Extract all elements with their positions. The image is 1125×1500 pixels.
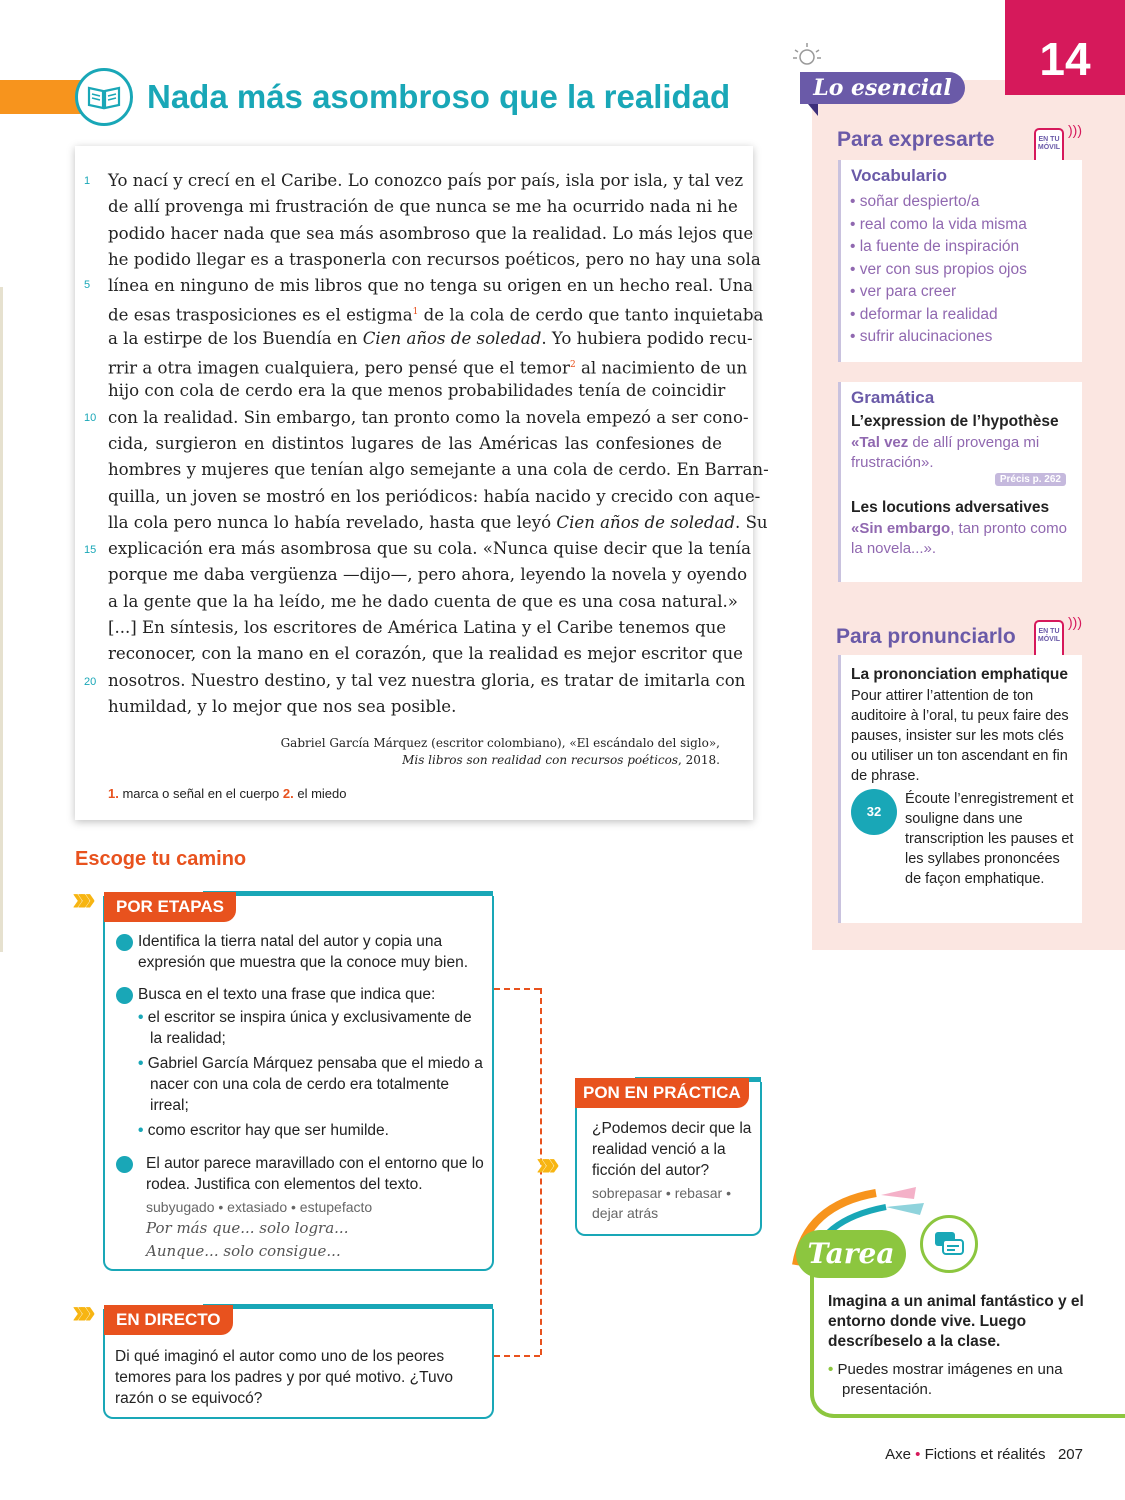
- connector-line: [494, 988, 540, 990]
- line-number: 20: [84, 676, 97, 688]
- en-directo-text: Di qué imaginó el autor como uno de los peores temores para los padres y por qué motivo. ¿Tuvo razón o se equivocó?: [115, 1348, 453, 1407]
- text-line: reconocer, con la mano en el corazón, que la realidad es mejor escritor que: [108, 644, 743, 664]
- sound-waves-icon: ))): [1068, 614, 1082, 630]
- vocab-item: • deformar la realidad: [850, 305, 998, 323]
- pronunciation-text: Pour attirer l’attention de ton auditoire à l’oral, tu peux faire des pauses, insister sur les mots clés ou utiliser un ton ascendant en fin de phrase.: [851, 688, 1069, 784]
- pronunciation-task: 32 Écoute l’enregistrement et souligne dans une transcription les pauses et les syllabes prononcées de façon emphatique.: [841, 786, 1082, 889]
- por-etapas-label: POR ETAPAS: [104, 892, 236, 922]
- grammar-subtitle: Les locutions adversatives: [851, 499, 1050, 516]
- text-line: línea en ninguno de mis libros que no tenga su origen en un hecho real. Una: [108, 276, 754, 296]
- text-line: porque me daba vergüenza —dijo—, pero ahora, leyendo la novela y oyendo: [108, 565, 748, 585]
- text-line: podido hacer nada que sea más asombroso que la realidad. Lo más lejos que: [108, 223, 754, 243]
- escoge-title: Escoge tu camino: [75, 848, 247, 870]
- text-line: cida, surgieron en distintos lugares de las Américas las confesiones de: [108, 433, 722, 453]
- page-edge: [0, 287, 3, 952]
- grammar-example: «Tal vez de allí provenga mi frustración».: [851, 434, 1040, 471]
- grammar-title: Gramática: [851, 388, 935, 407]
- tarea-label: Tarea: [796, 1230, 906, 1278]
- task-1: 1 Identifica la tierra natal del autor y copia una expresión que muestra que la conoce muy bien.: [110, 933, 469, 971]
- text-line: de esas trasposiciones es el estigma$^1$ de la cola de cerdo que tanto inquietaba: [108, 306, 764, 326]
- chevron-right-icon: »»: [536, 1145, 546, 1183]
- footnote-ref: 2: [569, 360, 576, 371]
- chevron-right-icon: »»: [72, 1293, 82, 1331]
- sound-waves-icon: ))): [1068, 122, 1082, 138]
- en-directo-label: EN DIRECTO: [104, 1305, 233, 1335]
- page-number: 207: [1057, 1446, 1083, 1463]
- task-3-vocab: subyugado • extasiado • estupefacto: [146, 1199, 373, 1215]
- chapter-number: 14: [1005, 0, 1125, 95]
- vocab-item: • ver con sus propios ojos: [850, 260, 1027, 278]
- line-number: 5: [84, 279, 91, 291]
- page-footer: Axe • Fictions et réalités 207: [885, 1446, 1083, 1463]
- text-line: con la realidad. Sin embargo, tan pronto como la novela empezó a ser cono-: [108, 407, 749, 427]
- text-line: a la gente que la ha leído, me he dado cuenta de que es una cosa natural.»: [108, 591, 738, 611]
- text-line: a la estirpe de los Buendía en Cien años de soledad. Yo hubiera podido recu-: [108, 328, 753, 348]
- vocab-item: • sufrir alucinaciones: [850, 328, 993, 345]
- tarea-text: Imagina a un animal fantástico y el entorno donde vive. Luego descríbeselo a la clase.: [828, 1293, 1084, 1350]
- task-number: 1: [116, 934, 133, 951]
- text-line: he podido llegar es a trasponerla con recursos poéticos, pero no hay una sola: [108, 249, 761, 269]
- text-line: nosotros. Nuestro destino, y tal vez nuestra gloria, es tratar de imitarla con: [108, 670, 746, 690]
- pronunciation-card: [838, 655, 1082, 923]
- text-line: hombres y mujeres que tenían algo semejante a una cola de cerdo. En Barran-: [108, 460, 769, 480]
- vocab-item: • real como la vida misma: [850, 215, 1027, 233]
- chat-bubbles-icon: [920, 1215, 978, 1273]
- task-3-hint: Aunque... solo consigue...: [146, 1242, 341, 1260]
- text-line: quilla, un joven se mostró en los periódicos: había nacido y crecido con aque-: [108, 486, 761, 506]
- footnotes: 1. marca o señal en el cuerpo 2. el miedo: [108, 786, 347, 801]
- practica-label: PON EN PRÁCTICA: [575, 1078, 749, 1108]
- esencial-label: Lo esencial: [800, 72, 965, 104]
- text-line: Yo nací y crecí en el Caribe. Lo conozco país por país, isla por isla, y tal vez: [108, 171, 744, 190]
- pronunciarlo-title: Para pronunciarlo: [836, 625, 1016, 648]
- vocab-item: • soñar despierto/a: [850, 193, 980, 210]
- ribbon-fold: [808, 104, 818, 116]
- practica-text: ¿Podemos decir que la realidad venció a la ficción del autor?: [592, 1120, 752, 1179]
- vocab-item: • la fuente de inspiración: [850, 238, 1020, 255]
- grammar-subtitle: L’expression de l’hypothèse: [851, 413, 1059, 430]
- connector-line: [494, 1355, 540, 1357]
- vocab-item: • ver para creer: [850, 283, 957, 300]
- task-2: 2 Busca en el texto una frase que indica que: • el escritor se inspira única y exclusivamente de la realidad; • Gabriel García Márquez pensaba que el miedo a nacer con una cola de cerdo era totalmente irreal; • como escritor hay que ser humilde.: [110, 986, 483, 1139]
- text-line: de allí provenga mi frustración de que nunca se me ha ocurrido nada ni he: [108, 197, 738, 217]
- vocabulary-card: [838, 160, 1082, 362]
- text-line: lla cola pero nunca lo había revelado, hasta que leyó Cien años de soledad. Su: [108, 512, 768, 532]
- footnote-ref: 1: [412, 307, 419, 318]
- reading-text: [108, 168, 769, 720]
- task-3: 3 El autor parece maravillado con el entorno que lo rodea. Justifica con elementos del texto. subyugado • extasiado • estupefacto Por más que... solo logra... Aunque... solo consigue...: [116, 1153, 486, 1263]
- page-title: Nada más asombroso que la realidad: [147, 78, 731, 115]
- practica-vocab: sobrepasar • rebasar • dejar atrás: [592, 1185, 731, 1221]
- text-line: explicación era más asombrosa que su cola. «Nunca quise decir que la tenía: [108, 539, 752, 559]
- expresarte-title: Para expresarte: [837, 128, 995, 151]
- pronunciation-subtitle: La prononciation emphatique: [851, 666, 1069, 683]
- task-number: 2: [116, 987, 133, 1004]
- tarea-tip: • Puedes mostrar imágenes en una presentación.: [828, 1361, 1063, 1398]
- vocab-title: Vocabulario: [851, 166, 948, 185]
- line-number: 1: [84, 175, 91, 187]
- chevron-right-icon: »»: [72, 880, 82, 918]
- audio-track-icon[interactable]: 32: [851, 789, 897, 835]
- mobile-phone-icon[interactable]: EN TU MÓVIL: [1034, 620, 1064, 660]
- line-number: 15: [84, 544, 97, 556]
- text-line: hijo con cola de cerdo era la que menos probabilidades tenía de coincidir: [108, 381, 726, 401]
- line-number: 10: [84, 412, 97, 424]
- grammar-card: [838, 382, 1082, 582]
- text-line: humildad, y lo mejor que nos sea posible.: [108, 696, 457, 716]
- text-line: [...] En síntesis, los escritores de América Latina y el Caribe tenemos que: [108, 618, 727, 638]
- task-3-hint: Por más que... solo logra...: [146, 1219, 349, 1237]
- text-line: rrir a otra imagen cualquiera, pero pensé que el temor$^2$ al nacimiento de un: [108, 358, 748, 378]
- precis-link[interactable]: Précis p. 262: [841, 469, 1082, 487]
- attribution: Gabriel García Márquez (escritor colombiano), «El escándalo del siglo», Mis libros son realidad con recursos poéticos, 2018.: [280, 736, 720, 767]
- mobile-phone-icon[interactable]: EN TU MÓVIL: [1034, 128, 1064, 168]
- grammar-example: «Sin embargo, tan pronto como la novela...».: [851, 520, 1067, 557]
- task-number: 3: [116, 1156, 133, 1173]
- book-icon: [75, 68, 133, 126]
